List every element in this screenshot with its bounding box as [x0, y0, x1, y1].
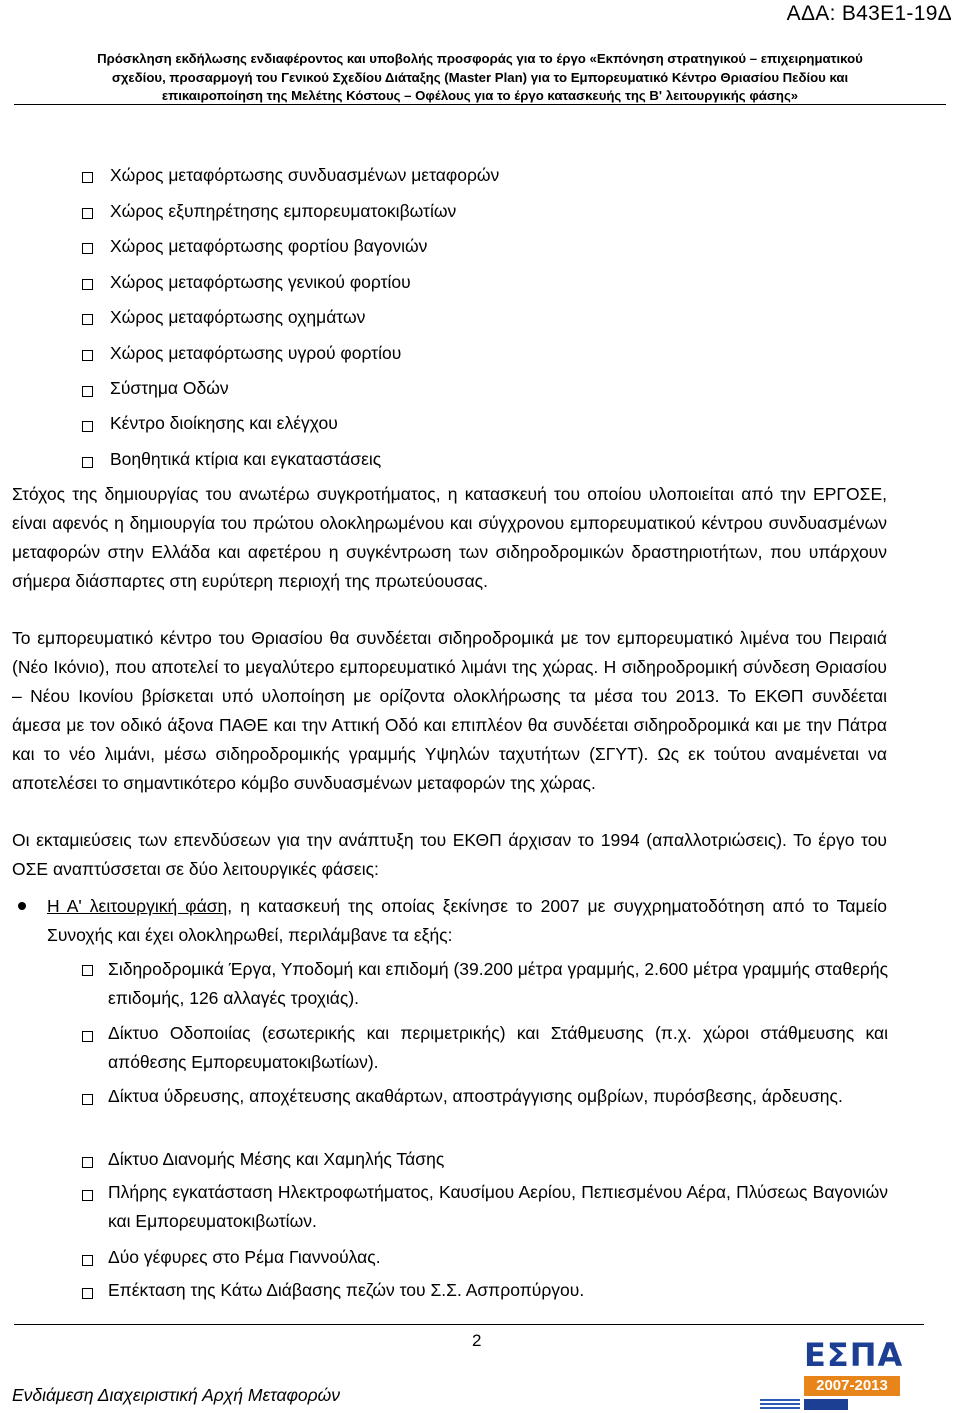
header-line-3: επικαιροποίηση της Μελέτης Κόστους – Οφέλους για το έργο κατασκευής της Β' λειτουργικής φάσης» [161, 88, 799, 103]
list-item: Κέντρο διοίκησης και ελέγχου [110, 413, 338, 433]
header-line-1: Πρόσκληση εκδήλωσης ενδιαφέροντος και υποβολής προσφοράς για το έργο «Εκπόνηση στρατηγικού – επιχειρηματικού [97, 51, 863, 66]
list-item: Πλήρης εγκατάσταση Ηλεκτροφωτήματος, Καυσίμου Αερίου, Πεπιεσμένου Αέρα, Πλύσεως Βαγονιών και Εμπορευματοκιβωτίων. [108, 1182, 888, 1231]
list-item: Χώρος μεταφόρτωσης υγρού φορτίου [110, 343, 402, 363]
list-item: Χώρος μεταφόρτωσης οχημάτων [110, 307, 366, 327]
list-item: Επέκταση της Κάτω Διάβασης πεζών του Σ.Σ. Ασπροπύργου. [108, 1280, 585, 1300]
header-divider [14, 104, 946, 105]
square-bullet-icon [82, 314, 93, 325]
square-bullet-icon [82, 1190, 93, 1201]
footer-divider [14, 1324, 924, 1325]
espa-logo-years: 2007-2013 [804, 1376, 900, 1396]
bullet-icon [18, 902, 26, 910]
footer-organization: Ενδιάμεση Διαχειριστική Αρχή Μεταφορών [12, 1385, 341, 1405]
square-bullet-icon [82, 386, 93, 397]
square-bullet-icon [82, 1094, 93, 1105]
square-bullet-icon [82, 1255, 93, 1266]
list-item: Δίκτυα ύδρευσης, αποχέτευσης ακαθάρτων, αποστράγγισης ομβρίων, πυρόσβεσης, άρδευσης. [108, 1086, 843, 1106]
square-bullet-icon [82, 350, 93, 361]
list-item: Δίκτυο Οδοποιίας (εσωτερικής και περιμετρικής) και Στάθμευσης (π.χ. χώροι στάθμευσης και απόθεσης Εμπορευματοκιβωτίων). [108, 1023, 888, 1072]
list-item: Δύο γέφυρες στο Ρέμα Γιαννούλας. [108, 1247, 381, 1267]
eu-flag-icon [804, 1399, 848, 1410]
paragraph-objective: Στόχος της δημιουργίας του ανωτέρω συγκροτήματος, η κατασκευή του οποίου υλοποιείται από την ΕΡΓΟΣΕ, είναι αφενός η δημιουργία του πρώτου ολοκληρωμένου και σύγχρονου εμπορευματικού κέντρου συνδυασμένων μεταφορών στην Ελλάδα και αφετέρου η συγκέντρωση των σιδηροδρομικών δραστηριοτήτων, που υπάρχουν σήμερα διάσπαρτες στη ευρύτερη περιοχή της πρωτεύουσας. [12, 484, 887, 591]
square-bullet-icon [82, 457, 93, 468]
square-bullet-icon [82, 243, 93, 254]
square-bullet-icon [82, 421, 93, 432]
phase-a-text [47, 892, 887, 950]
list-item: Χώρος μεταφόρτωσης γενικού φορτίου [110, 272, 411, 292]
square-bullet-icon [82, 965, 93, 976]
square-bullet-icon [82, 1288, 93, 1299]
page-number: 2 [472, 1331, 482, 1350]
list-item: Χώρος μεταφόρτωσης φορτίου βαγονιών [110, 236, 428, 256]
header-line-2: σχεδίου, προσαρμογή του Γενικού Σχεδίου Διάταξης (Master Plan) για το Εμπορευματικό Κέντρο Θριασίου Πεδίου και [111, 69, 849, 85]
phase-a-description: , η κατασκευή της οποίας ξεκίνησε το 2007 με συγχρηματοδότηση από το Ταμείο Συνοχής και έχει ολοκληρωθεί, περιλάμβανε τα εξής: [47, 896, 887, 945]
list-item: Δίκτυο Διανομής Μέσης και Χαμηλής Τάσης [108, 1149, 445, 1169]
square-bullet-icon [82, 1031, 93, 1042]
square-bullet-icon [82, 279, 93, 290]
espa-logo-word: ΕΣΠΑ [804, 1336, 904, 1374]
square-bullet-icon [82, 1157, 93, 1168]
list-item: Χώρος εξυπηρέτησης εμπορευματοκιβωτίων [110, 201, 457, 221]
list-item: Χώρος μεταφόρτωσης συνδυασμένων μεταφορών [110, 165, 500, 185]
paragraph-rail-connection: Το εμπορευματικό κέντρο του Θριασίου θα συνδέεται σιδηροδρομικά με τον εμπορευματικό λιμένα του Πειραιά (Νέο Ικόνιο), που αποτελεί το μεγαλύτερο εμπορευματικό λιμάνι της χώρας. Η σιδηροδρομική σύνδεση Θριασίου – Νέου Ικονίου βρίσκεται υπό υλοποίηση με ορίζοντα ολοκλήρωσης τα μέσα του 2013. Το ΕΚΘΠ συνδέεται άμεσα με τον οδικό άξονα ΠΑΘΕ και την Αττική Οδό και επιπλέον θα συνδέεται σιδηροδρομικά και με την Πάτρα και το νέο λιμάνι, μέσω σιδηροδρομικής γραμμής Υψηλών ταχυτήτων (ΣΓΥΤ). Ως εκ τούτου αναμένεται να αποτελέσει το σημαντικότερο κόμβο συνδυασμένων μεταφορών της χώρας. [12, 628, 887, 793]
greek-flag-icon [760, 1399, 800, 1410]
list-item: Σύστημα Οδών [110, 378, 229, 398]
paragraph-disbursements: Οι εκταμιεύσεις των επενδύσεων για την ανάπτυξη του ΕΚΘΠ άρχισαν το 1994 (απαλλοτριώσεις). Το έργο του ΟΣΕ αναπτύσσεται σε δύο λειτουργικές φάσεις: [12, 830, 887, 879]
ada-code: ΑΔΑ: Β43Ε1-19Δ [786, 2, 952, 25]
espa-logo [760, 1328, 942, 1410]
square-bullet-icon [82, 172, 93, 183]
square-bullet-icon [82, 208, 93, 219]
phase-a-link-text: Η Α' λειτουργική φάση [47, 896, 228, 916]
document-header [20, 50, 940, 106]
list-item: Βοηθητικά κτίρια και εγκαταστάσεις [110, 449, 382, 469]
list-item: Σιδηροδρομικά Έργα, Υποδομή και επιδομή (39.200 μέτρα γραμμής, 2.600 μέτρα γραμμής σταθερής επιδομής, 126 αλλαγές τροχιάς). [108, 959, 888, 1008]
